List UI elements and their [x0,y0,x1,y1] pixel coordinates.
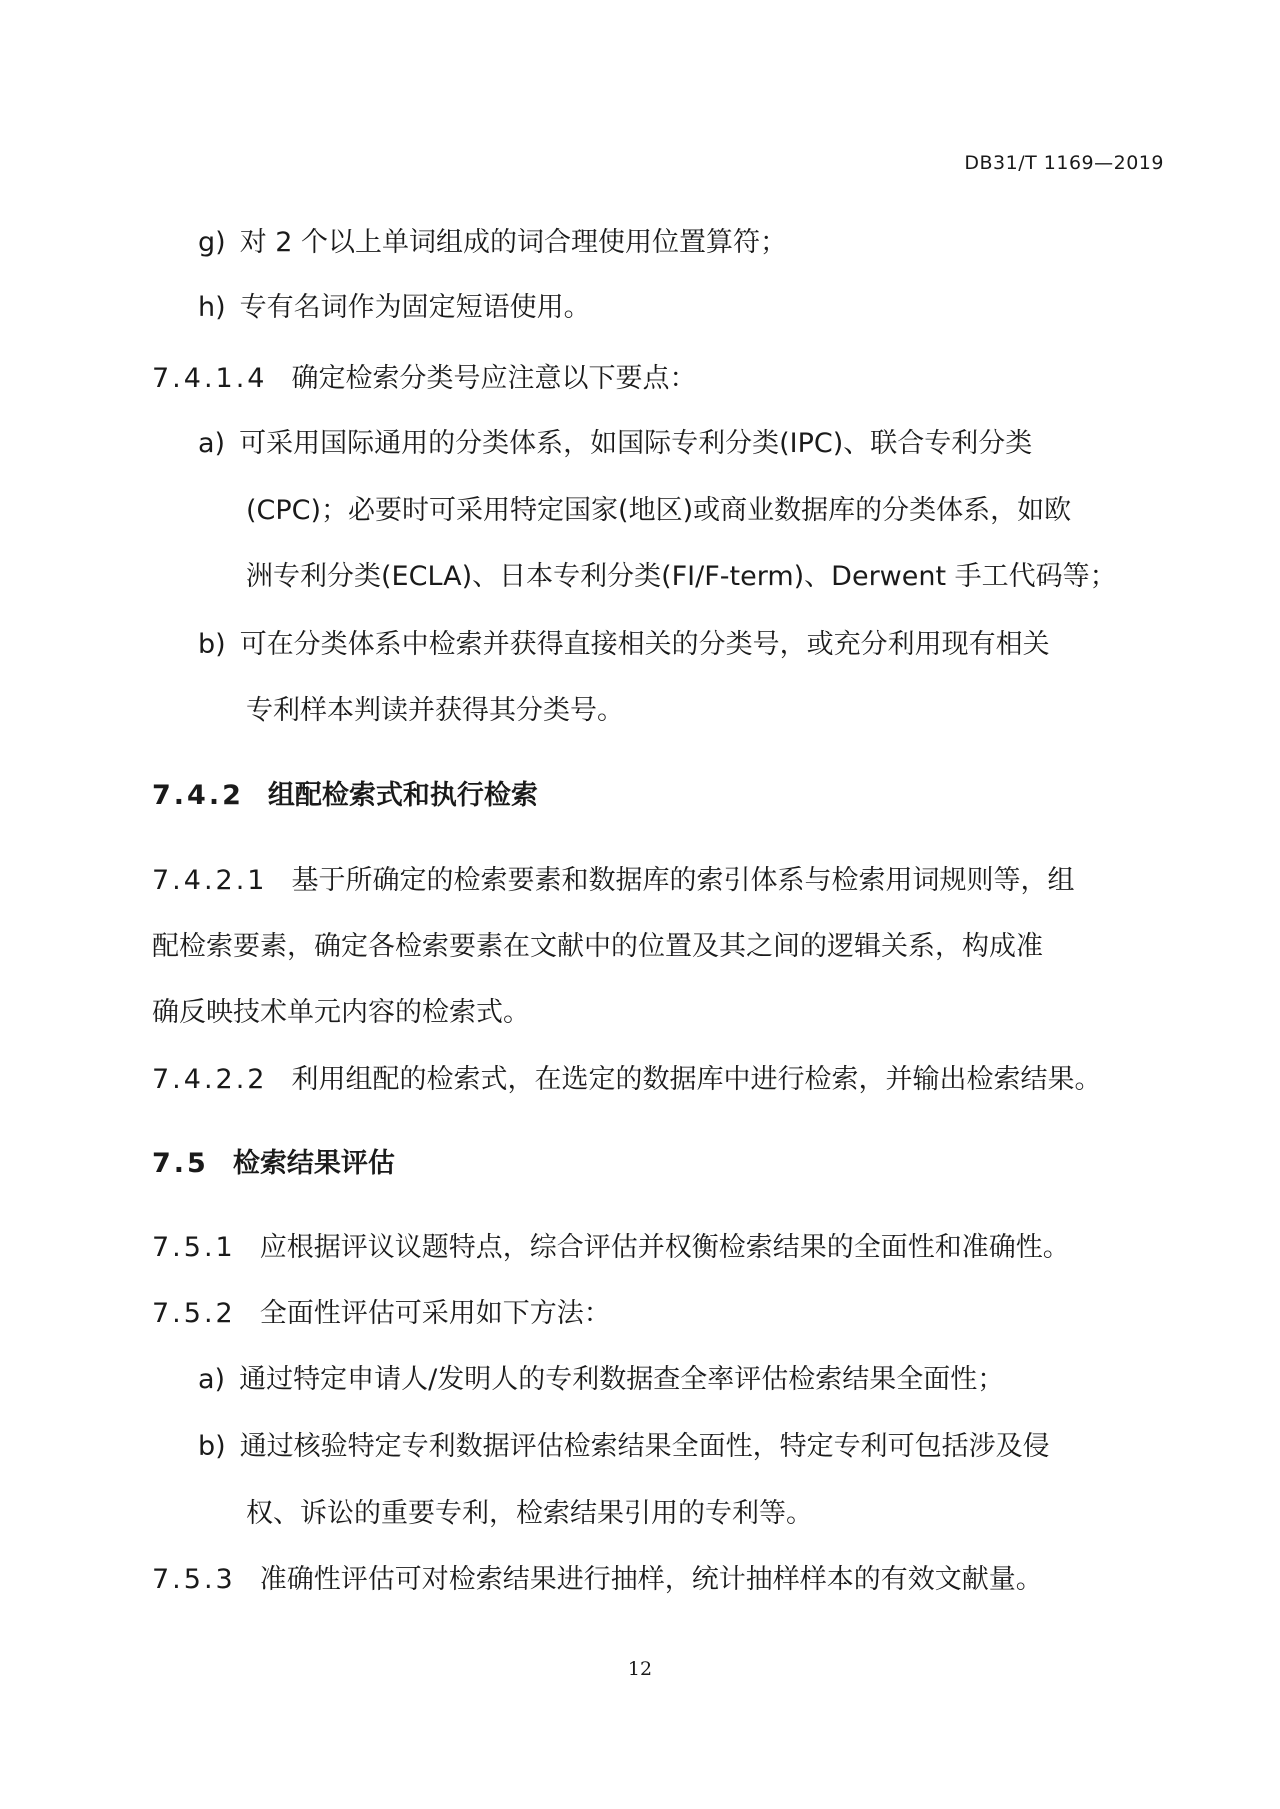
list-text: 通过特定申请人/发明人的专利数据查全率评估检索结果全面性； [239,1364,1005,1395]
clause-7-4-2-1-line-1 [152,863,1074,899]
clause-number: 7.4.1.4 [152,363,268,394]
clause-7-5-1 [152,1230,1070,1266]
list-label: b) [198,629,226,660]
clause-text: 应根据评议议题特点，综合评估并权衡检索结果的全面性和准确性。 [259,1232,1070,1263]
clause-text: 基于所确定的检索要素和数据库的索引体系与检索用词规则等，组 [291,865,1075,896]
list-item-a-line-2: (CPC)；必要时可采用特定国家(地区)或商业数据库的分类体系，如欧 [246,495,1072,526]
clause-7-4-2-1-line-2: 配检索要素，确定各检索要素在文献中的位置及其之间的逻辑关系，构成准 [152,931,1043,962]
clause-number: 7.5.1 [152,1232,236,1263]
list-item-b-line-1 [198,1429,1050,1465]
list-item-b-line-2: 权、诉讼的重要专利，检索结果引用的专利等。 [246,1498,813,1529]
clause-7-4-2-2 [152,1062,1101,1098]
list-text: 可在分类体系中检索并获得直接相关的分类号，或充分利用现有相关 [239,629,1050,660]
clause-number: 7.4.2.1 [152,865,268,896]
clause-text: 利用组配的检索式，在选定的数据库中进行检索，并输出检索结果。 [291,1064,1102,1095]
section-number: 7.5 [152,1148,209,1179]
list-item-a-line-3: 洲专利分类(ECLA)、日本专利分类(FI/F-term)、Derwent 手工代码等； [246,561,1117,592]
page-number: 12 [627,1658,653,1680]
list-label: g) [198,227,226,258]
section-title: 组配检索式和执行检索 [267,780,538,811]
list-item-b-line-1 [198,627,1050,663]
section-title: 检索结果评估 [232,1148,395,1179]
list-label: a) [198,428,226,459]
list-item-h [198,290,591,326]
list-text: 对 2 个以上单词组成的词合理使用位置算符； [239,227,788,258]
clause-7-4-2-1-line-3: 确反映技术单元内容的检索式。 [152,997,530,1028]
list-label: b) [198,1431,226,1462]
clause-text: 确定检索分类号应注意以下要点： [291,363,697,394]
list-item-a [198,1362,1004,1398]
clause-text: 全面性评估可采用如下方法： [259,1298,611,1329]
section-number: 7.4.2 [152,780,244,811]
list-label: h) [198,292,226,323]
clause-7-5-2 [152,1296,611,1332]
clause-text: 准确性评估可对检索结果进行抽样，统计抽样样本的有效文献量。 [259,1564,1043,1595]
clause-number: 7.5.3 [152,1564,236,1595]
list-text: 通过核验特定专利数据评估检索结果全面性，特定专利可包括涉及侵 [239,1431,1050,1462]
section-heading-7-5 [152,1146,395,1182]
list-item-g [198,225,787,261]
section-heading-7-4-2 [152,778,538,814]
clause-7-4-1-4 [152,361,696,397]
list-text: 专有名词作为固定短语使用。 [239,292,591,323]
list-text: 可采用国际通用的分类体系，如国际专利分类(IPC)、联合专利分类 [239,428,1033,459]
clause-number: 7.4.2.2 [152,1064,268,1095]
list-item-b-line-2: 专利样本判读并获得其分类号。 [246,695,624,726]
list-item-a-line-1 [198,426,1032,462]
standard-code-header: DB31/T 1169—2019 [964,152,1164,174]
clause-number: 7.5.2 [152,1298,236,1329]
clause-7-5-3 [152,1562,1043,1598]
list-label: a) [198,1364,226,1395]
